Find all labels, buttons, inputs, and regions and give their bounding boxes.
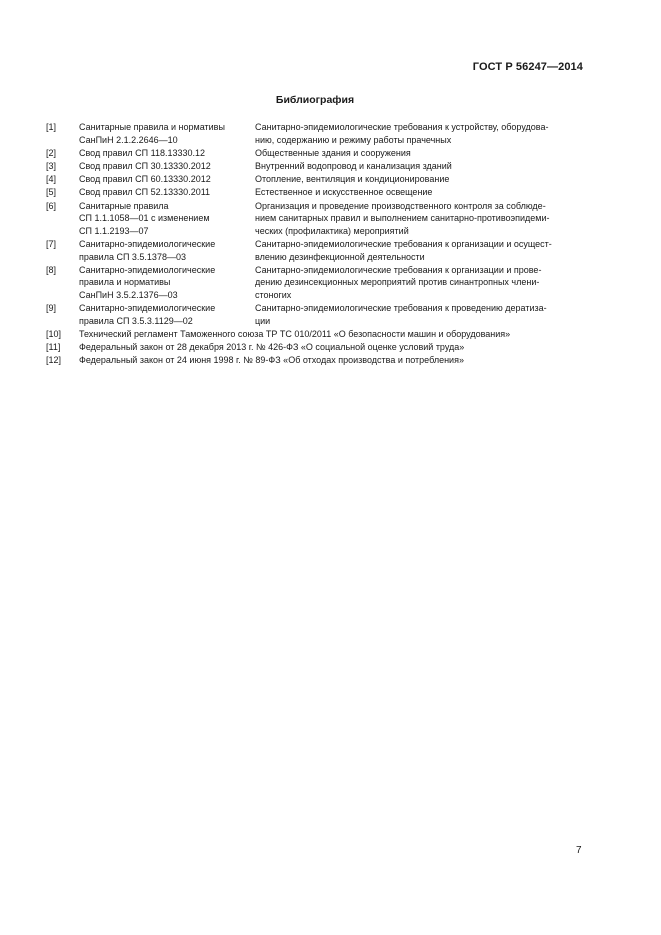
entry-source <box>79 200 255 238</box>
entry-source <box>79 147 255 160</box>
entry-source-line: Санитарно-эпидемиологические <box>79 303 216 314</box>
bibliography-heading: Библиография <box>275 94 355 106</box>
entry-description-line: Организация и проведение производственного контроля за соблюде- <box>255 200 546 211</box>
entry-description <box>255 121 586 146</box>
entry-description-line: стоногих <box>255 289 292 300</box>
entry-source-line: Санитарные правила <box>79 200 169 211</box>
entry-number: [9] <box>46 303 57 314</box>
entry-source-line: СанПиН 2.1.2.2646—10 <box>79 134 178 145</box>
entry-description-line: влению дезинфекционной деятельности <box>255 251 425 262</box>
bibliography-entry <box>46 302 586 327</box>
entry-description-line: Санитарно-эпидемиологические требования к устройству, оборудова- <box>255 122 549 132</box>
entry-description-line: нием санитарных правил и выполнением санитарно-противоэпидеми- <box>255 213 550 224</box>
entry-number: [2] <box>46 147 57 158</box>
entry-source <box>79 173 255 186</box>
entry-source-line: СП 1.1.2193—07 <box>79 225 149 236</box>
entry-source-line: Свод правил СП 60.13330.2012 <box>79 174 211 185</box>
entry-source-line: Санитарно-эпидемиологические <box>79 238 216 249</box>
entry-source <box>79 238 255 263</box>
bibliography-entry <box>46 147 586 160</box>
entry-description <box>255 173 586 186</box>
bibliography-entry <box>46 121 586 146</box>
entry-full-reference: Федеральный закон от 28 декабря 2013 г. № 426-ФЗ «О социальной оценке условий труда» <box>79 342 465 353</box>
entry-number: [12] <box>46 355 62 366</box>
bibliography-entry <box>46 173 586 186</box>
entry-description <box>255 147 586 160</box>
entry-number: [3] <box>46 160 57 171</box>
entry-source-line: Свод правил СП 30.13330.2012 <box>79 160 211 171</box>
entry-number: [6] <box>46 200 57 211</box>
bibliography-entry <box>46 341 586 354</box>
entry-description-line: Внутренний водопровод и канализация зданий <box>255 160 452 171</box>
entry-source-line: Санитарные правила и нормативы <box>79 122 225 132</box>
bibliography-entry <box>46 238 586 263</box>
entry-description-line: дению дезинсекционных мероприятий против синантропных члени- <box>255 277 540 288</box>
entry-description-line: Общественные здания и сооружения <box>255 147 411 158</box>
entry-source-line: правила СП 3.5.3.1129—02 <box>79 315 193 326</box>
bibliography-list <box>46 121 586 367</box>
entry-source <box>79 302 255 327</box>
entry-description <box>255 238 586 263</box>
entry-source <box>79 121 255 146</box>
entry-description <box>255 186 586 199</box>
entry-description-line: Естественное и искусственное освещение <box>255 187 433 198</box>
entry-number: [1] <box>46 122 57 132</box>
document-code: ГОСТ Р 56247—2014 <box>472 61 583 73</box>
entry-number: [10] <box>46 328 62 339</box>
entry-number: [5] <box>46 187 57 198</box>
entry-number: [11] <box>46 342 61 353</box>
entry-source <box>79 160 255 173</box>
entry-source-line: Санитарно-эпидемиологические <box>79 264 216 275</box>
entry-description <box>255 264 586 302</box>
entry-description-line: Отопление, вентиляция и кондиционирование <box>255 174 450 185</box>
bibliography-entry <box>46 264 586 302</box>
bibliography-entry <box>46 160 586 173</box>
entry-source-line: Свод правил СП 52.13330.2011 <box>79 187 211 198</box>
entry-description-line: Санитарно-эпидемиологические требования к проведению дератиза- <box>255 303 547 314</box>
entry-source-line: правила СП 3.5.1378—03 <box>79 251 186 262</box>
entry-source-line: СП 1.1.1058—01 с изменением <box>79 213 210 224</box>
entry-description-line: ции <box>255 315 271 326</box>
bibliography-entry <box>46 328 586 341</box>
entry-description <box>255 302 586 327</box>
entry-full-reference: Федеральный закон от 24 июня 1998 г. № 89-ФЗ «Об отходах производства и потребления» <box>79 355 464 366</box>
entry-description-line: Санитарно-эпидемиологические требования к организации и прове- <box>255 264 542 275</box>
entry-number: [8] <box>46 264 57 275</box>
entry-description <box>255 200 586 238</box>
bibliography-entry <box>46 354 586 367</box>
entry-description <box>255 160 586 173</box>
entry-source-line: СанПиН 3.5.2.1376—03 <box>79 289 178 300</box>
entry-source-line: правила и нормативы <box>79 277 171 288</box>
entry-number: [4] <box>46 174 57 185</box>
entry-source <box>79 186 255 199</box>
entry-number: [7] <box>46 238 57 249</box>
bibliography-entry <box>46 186 586 199</box>
entry-description-line: нию, содержанию и режиму работы прачечных <box>255 134 452 145</box>
entry-source <box>79 264 255 302</box>
entry-source-line: Свод правил СП 118.13330.12 <box>79 147 206 158</box>
bibliography-entry <box>46 200 586 238</box>
entry-full-reference: Технический регламент Таможенного союза ТР ТС 010/2011 «О безопасности машин и оборудования» <box>79 328 511 339</box>
entry-description-line: Санитарно-эпидемиологические требования к организации и осущест- <box>255 238 552 249</box>
page-number: 7 <box>576 845 582 856</box>
entry-description-line: ческих (профилактика) мероприятий <box>255 225 409 236</box>
